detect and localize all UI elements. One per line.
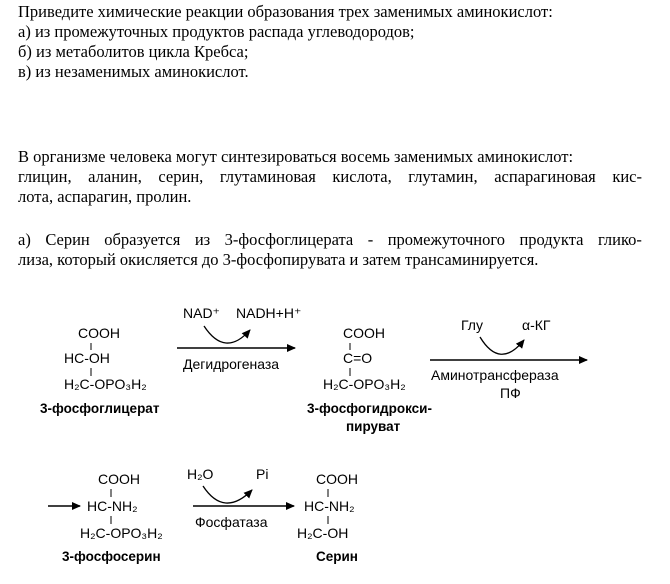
substrate-glu: Глу <box>461 317 483 333</box>
enzyme-label: Дегидрогеназа <box>183 356 280 372</box>
molecule-3-phosphoglycerate <box>40 325 160 416</box>
compound-label: 3-фосфосерин <box>62 549 161 564</box>
h2c-oh-group: H₂C-OH <box>297 525 349 541</box>
hc-nh2-group: HC-NH₂ <box>304 498 355 514</box>
task-line: б) из метаболитов цикла Кребса; <box>18 42 249 61</box>
h2c-phosphate-group: H₂C-OPO₃H₂ <box>323 376 406 392</box>
task-line: а) из промежуточных продуктов распада углеводородов; <box>18 22 415 41</box>
reaction-dehydrogenase <box>177 305 301 372</box>
enzyme-label: Фосфатаза <box>195 514 268 530</box>
molecule-3-phosphoserine <box>48 471 163 564</box>
substrate-h2o: H₂O <box>187 466 214 482</box>
molecule-serine <box>297 471 358 564</box>
molecule-3-phosphohydroxypyruvate <box>307 325 432 434</box>
task-line: в) из незаменимых аминокислот. <box>18 62 249 81</box>
h2c-phosphate-group: H₂C-OPO₃H₂ <box>64 376 147 392</box>
compound-label: пируват <box>346 419 401 434</box>
part-a-line: лиза, который окисляется до 3-фосфопирувата и затем трансаминируется. <box>18 250 539 269</box>
cofactor-label: ПФ <box>500 385 521 401</box>
enzyme-label: Аминотрансфераза <box>431 367 559 383</box>
cooh-group: COOH <box>98 471 140 487</box>
compound-label: 3-фосфоглицерат <box>40 401 160 416</box>
cofactor-nad: NAD⁺ <box>183 305 220 321</box>
part-a-justified-line: а) Серин образуется из 3-фосфоглицерата - промежуточного продукта глико- <box>18 230 642 249</box>
compound-label: 3-фосфогидрокси- <box>307 401 432 416</box>
cooh-group: COOH <box>316 471 358 487</box>
intro-line: В организме человека могут синтезироваться восемь заменимых аминокислот: <box>18 147 574 166</box>
compound-label: Серин <box>316 549 358 564</box>
keto-group: C=O <box>343 350 373 366</box>
intro-justified-line: глицин, аланин, серин, глутаминовая кислота, глутамин, аспарагиновая кис- <box>18 167 642 186</box>
cooh-group: COOH <box>78 325 120 341</box>
reaction-phosphatase <box>187 466 294 530</box>
cofactor-nadh: NADH+H⁺ <box>236 305 302 321</box>
product-akg: α-КГ <box>522 317 551 333</box>
product-pi: Pi <box>256 466 269 482</box>
hc-oh-group: HC-OH <box>64 350 110 366</box>
task-line: Приведите химические реакции образования трех заменимых аминокислот: <box>18 2 553 21</box>
cooh-group: COOH <box>343 325 385 341</box>
h2c-phosphate-group: H₂C-OPO₃H₂ <box>80 525 163 541</box>
hc-nh2-group: HC-NH₂ <box>87 498 138 514</box>
reaction-aminotransferase <box>430 317 587 401</box>
intro-line: лота, аспарагин, пролин. <box>18 187 192 206</box>
